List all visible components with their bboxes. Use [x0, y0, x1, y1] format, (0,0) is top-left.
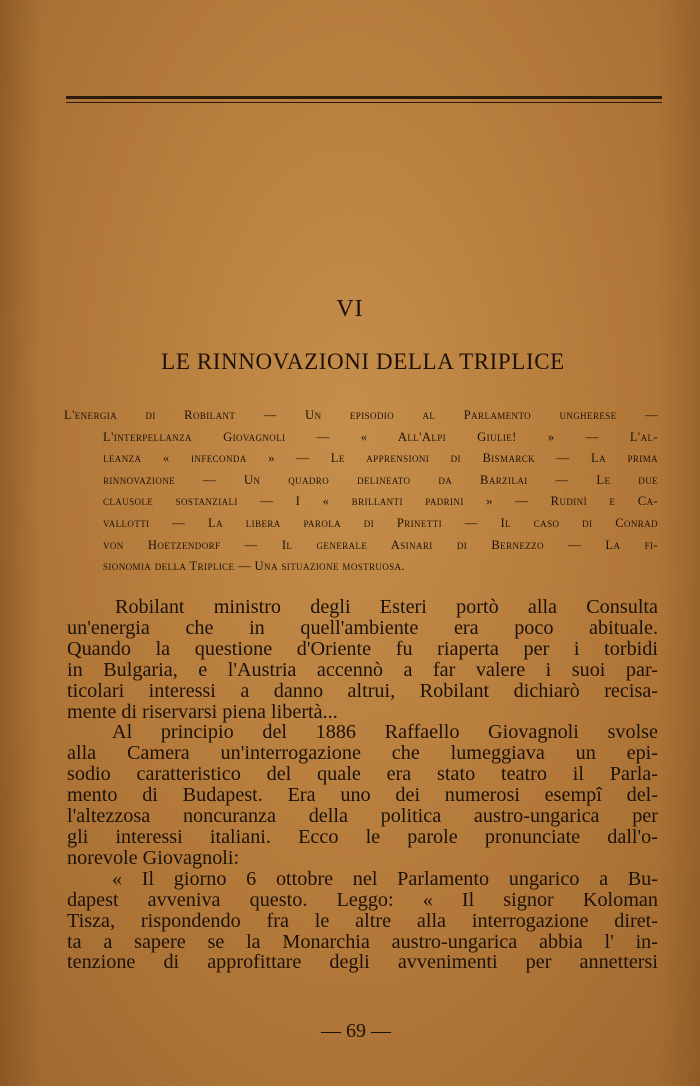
summary-line: vallotti — La libera parola di Prinetti — Il caso di Conrad — [103, 515, 658, 530]
body-line: tenzione di approfittare degli avvenimenti per annettersi — [67, 951, 658, 974]
chapter-number: VI — [336, 296, 364, 322]
body-line: Robilant ministro degli Esteri portò alla Consulta — [115, 596, 658, 618]
body-line: Quando la questione d'Oriente fu riaperta per i torbidi — [67, 637, 658, 660]
body-line: un'energia che in quell'ambiente era poco abituale. — [67, 616, 658, 639]
body-line: sodio caratteristico del quale era stato teatro il Parla- — [67, 763, 658, 786]
header-rule-thick — [66, 96, 662, 99]
body-line: mente di riservarsi piena libertà... — [67, 700, 338, 723]
body-line: ticolari interessi a danno altrui, Robilant dichiarò recisa- — [67, 679, 658, 702]
body-text — [67, 597, 658, 973]
summary-line: leanza « infeconda » — Le apprensioni di Bismarck — La prima — [103, 451, 658, 466]
summary-line: rinnovazione — Un quadro delineato da Barzilai — Le due — [103, 472, 658, 487]
body-line: in Bulgaria, e l'Austria accennò a far valere i suoi par- — [67, 658, 658, 681]
body-line: alla Camera un'interrogazione che lumeggiava un epi- — [67, 742, 658, 765]
page-number: — 69 — — [321, 1020, 391, 1042]
summary-line: L'interpellanza Giovagnoli — « All'Alpi Giulie! » — L'al- — [103, 429, 658, 444]
body-line: Al principio del 1886 Raffaello Giovagnoli svolse — [112, 721, 658, 744]
header-rule-thin — [66, 102, 662, 103]
summary-line: L'energia di Robilant — Un episodio al Parlamento ungherese — — [64, 408, 658, 422]
body-line: ta a sapere se la Monarchia austro-ungarica abbia l' in- — [67, 930, 658, 953]
body-line: norevole Giovagnoli: — [67, 846, 240, 869]
chapter-title: LE RINNOVAZIONI DELLA TRIPLICE — [161, 349, 565, 374]
summary-line: von Hoetzendorf — Il generale Asinari di Bernezzo — La fi- — [103, 537, 658, 552]
body-line: Tisza, rispondendo fra le altre alla interrogazione diret- — [67, 909, 658, 932]
body-line: gli interessi italiani. Ecco le parole pronunciate dall'o- — [67, 825, 658, 848]
chapter-summary — [64, 405, 658, 578]
body-line: l'altezzosa noncuranza della politica austro-ungarica per — [67, 805, 658, 828]
summary-line: sionomia della Triplice — Una situazione mostruosa. — [103, 559, 406, 574]
body-line: dapest avveniva questo. Leggo: « Il signor Koloman — [67, 888, 658, 911]
body-line: mento di Budapest. Era uno dei numerosi esempî del- — [67, 784, 658, 807]
body-line: « Il giorno 6 ottobre nel Parlamento ungarico a Bu- — [112, 867, 658, 890]
summary-line: clausole sostanziali — I « brillanti padrini » — Rudinì e Ca- — [103, 494, 658, 509]
